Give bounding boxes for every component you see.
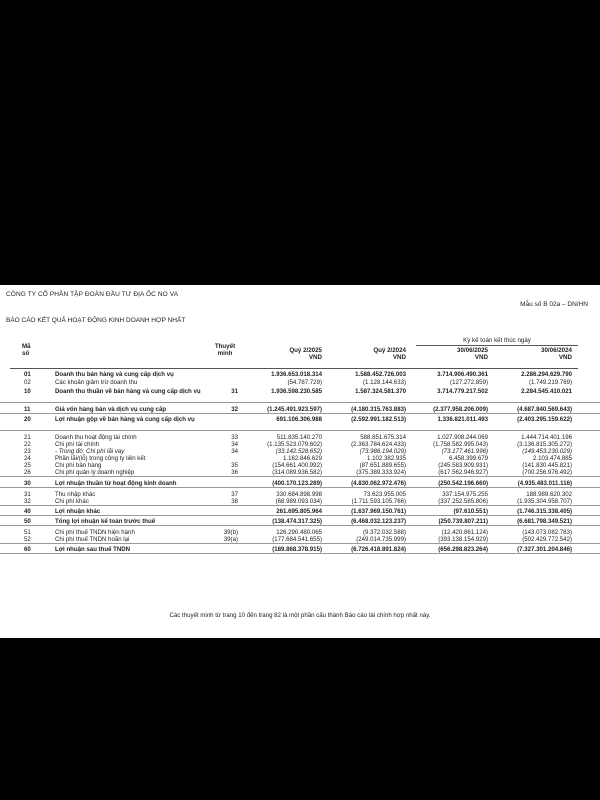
- table-row: [0, 371, 600, 378]
- value-q2-2025: (189.868.378.915): [272, 546, 322, 553]
- value-q2-2024: (1.128.144.633): [362, 379, 406, 386]
- row-code: 52: [24, 536, 31, 543]
- value-q2-2025: (1.245.491.923.597): [267, 406, 322, 413]
- value-q2-2024: (73.986.194.029): [359, 448, 406, 455]
- value-q2-2025: (314.089.936.582): [272, 469, 322, 476]
- table-row: [0, 462, 600, 469]
- value-q2-2025: (1.135.523.079.602): [267, 441, 322, 448]
- value-q2-2024: (87.651.889.655): [359, 462, 406, 469]
- value-30-06-2024: (4.935.483.011.116): [517, 480, 572, 487]
- table-row: [0, 480, 600, 488]
- value-q2-2024: (2.592.991.182.513): [351, 416, 406, 423]
- row-code: 11: [24, 406, 31, 413]
- row-code: 24: [24, 455, 31, 462]
- header-divider: [10, 368, 578, 369]
- footer-note: Các thuyết minh từ trang 10 đến trang 82 là một phần cấu thành Báo cáo tài chính hợp nhất này.: [169, 612, 431, 619]
- value-30-06-2024: (149.453.230.029): [522, 448, 572, 455]
- note-header-line1: Thuyết: [214, 343, 236, 350]
- col-header-unit: VND: [392, 354, 406, 361]
- value-q2-2025: (54.787.729): [287, 379, 322, 386]
- row-code: 50: [24, 518, 31, 525]
- col-header-q2-2024: [330, 347, 406, 361]
- value-30-06-2025: 3.714.906.490.361: [437, 371, 488, 378]
- row-item-label: Chi phí thuế TNDN hiện hành: [55, 529, 135, 536]
- value-30-06-2025: (250.739.807.211): [438, 518, 488, 525]
- value-30-06-2024: (3.136.815.305.272): [517, 441, 572, 448]
- value-q2-2025: 1.936.598.230.585: [271, 388, 322, 395]
- row-note-ref: 32: [231, 406, 238, 413]
- col-header-30-06-2025: [412, 347, 488, 361]
- value-q2-2024: 73.623.955.005: [363, 491, 406, 498]
- value-30-06-2025: 6.458.399.679: [449, 455, 488, 462]
- row-item-label: Doanh thu thuần về bán hàng và cung cấp dịch vụ: [55, 388, 201, 395]
- value-q2-2024: (1.637.969.150.761): [351, 508, 406, 515]
- col-header-period: Quý 2/2024: [373, 347, 406, 354]
- value-30-06-2025: 1.027.908.244.069: [437, 434, 488, 441]
- value-30-06-2025: (97.610.551): [453, 508, 488, 515]
- value-30-06-2024: (1.935.304.958.707): [517, 498, 572, 505]
- value-q2-2024: 1.102.382.935: [367, 455, 406, 462]
- code-header-line2: số: [22, 350, 30, 357]
- value-30-06-2025: 3.714.779.217.502: [437, 388, 488, 395]
- value-30-06-2024: (6.681.798.349.521): [517, 518, 572, 525]
- value-q2-2025: 1.936.653.018.314: [271, 371, 322, 378]
- value-30-06-2024: 1.444.714.401.196: [521, 434, 572, 441]
- table-row: [0, 434, 600, 441]
- value-30-06-2024: (143.073.082.783): [522, 529, 572, 536]
- row-item-label: Chi phí quản lý doanh nghiệp: [55, 469, 135, 476]
- value-30-06-2024: 2.284.545.410.021: [521, 388, 572, 395]
- table-row: [0, 379, 600, 386]
- company-name: CÔNG TY CỔ PHẦN TẬP ĐOÀN ĐẦU TƯ ĐỊA ỐC NO VA: [6, 291, 179, 298]
- value-q2-2024: (6.726.418.891.824): [351, 546, 406, 553]
- row-item-label: Chi phí khác: [55, 498, 89, 505]
- col-header-period: Quý 2/2025: [289, 347, 322, 354]
- row-code: 25: [24, 462, 31, 469]
- table-row: [0, 416, 600, 431]
- value-q2-2025: 330.684.898.998: [276, 491, 322, 498]
- row-note-ref: 31: [231, 388, 238, 395]
- value-q2-2025: 126.290.480.065: [276, 529, 322, 536]
- row-item-label: Chi phí tài chính: [55, 441, 100, 448]
- value-30-06-2024: (502.429.772.542): [522, 536, 572, 543]
- value-30-06-2024: (2.403.295.159.622): [517, 416, 572, 423]
- value-q2-2025: (138.474.317.325): [272, 518, 322, 525]
- value-30-06-2025: (337.252.585.806): [438, 498, 488, 505]
- row-code: 40: [24, 508, 31, 515]
- row-code: 32: [24, 498, 31, 505]
- row-code: 22: [24, 441, 31, 448]
- value-q2-2025: 511.835.140.270: [276, 434, 322, 441]
- col-header-q2-2025: [250, 347, 322, 361]
- value-30-06-2025: 1.336.821.011.493: [437, 416, 488, 423]
- value-q2-2025: (400.170.123.289): [272, 480, 322, 487]
- value-q2-2024: (4.180.315.763.883): [351, 406, 406, 413]
- col-header-30-06-2024: [496, 347, 572, 361]
- col-header-unit: VND: [474, 354, 488, 361]
- value-30-06-2025: 337.154.975.255: [442, 491, 488, 498]
- code-header: [22, 343, 31, 357]
- value-30-06-2025: (245.583.909.931): [438, 462, 488, 469]
- value-30-06-2024: (4.687.840.569.643): [517, 406, 572, 413]
- value-q2-2025: 1.162.846.629: [283, 455, 322, 462]
- table-row: [0, 469, 600, 477]
- row-code: 51: [24, 529, 31, 536]
- row-item-label: Chi phí bán hàng: [55, 462, 102, 469]
- report-title: BÁO CÁO KẾT QUẢ HOẠT ĐỘNG KINH DOANH HỢP NHẤT: [6, 317, 186, 324]
- value-q2-2024: (4.830.062.972.476): [351, 480, 406, 487]
- table-row: [0, 406, 600, 414]
- value-30-06-2024: (7.327.301.204.846): [517, 546, 572, 553]
- row-item-label: Tổng lợi nhuận kế toán trước thuế: [55, 518, 156, 525]
- table-row: [0, 388, 600, 403]
- row-item-label: Doanh thu hoạt động tài chính: [55, 434, 137, 441]
- row-note-ref: 37: [231, 491, 238, 498]
- row-item-label: Phần lãi/(lỗ) trong công ty liên kết: [55, 455, 146, 462]
- value-30-06-2025: (393.138.154.929): [438, 536, 488, 543]
- value-q2-2024: (249.014.735.999): [356, 536, 406, 543]
- value-q2-2024: (9.372.032.588): [362, 529, 406, 536]
- value-30-06-2025: (73.177.461.996): [441, 448, 488, 455]
- value-q2-2025: (68.989.093.034): [275, 498, 322, 505]
- row-note-ref: 38: [231, 498, 238, 505]
- table-row: [0, 441, 600, 448]
- value-q2-2024: (2.363.784.624.433): [351, 441, 406, 448]
- value-30-06-2024: (1.746.315.338.405): [517, 508, 572, 515]
- form-code: Mẫu số B 02a – DN/HN: [520, 301, 588, 308]
- col-header-unit: VND: [308, 354, 322, 361]
- row-note-ref: 39(a): [223, 536, 238, 543]
- value-30-06-2024: 2.103.474.885: [533, 455, 572, 462]
- note-header-line2: minh: [217, 350, 233, 357]
- table-row: [0, 498, 600, 506]
- row-note-ref: 34: [231, 441, 238, 448]
- value-q2-2025: 691.106.306.988: [276, 416, 322, 423]
- row-item-label: Giá vốn hàng bán và dịch vụ cung cấp: [55, 406, 167, 413]
- row-item-label: Lợi nhuận sau thuế TNDN: [55, 546, 131, 553]
- value-30-06-2025: (656.298.823.264): [438, 546, 488, 553]
- value-30-06-2024: (1.749.219.769): [528, 379, 572, 386]
- row-code: 23: [24, 448, 31, 455]
- value-30-06-2024: (700.256.976.492): [522, 469, 572, 476]
- table-row: [0, 508, 600, 516]
- col-header-unit: VND: [558, 354, 572, 361]
- row-code: 30: [24, 480, 31, 487]
- table-row: [0, 491, 600, 498]
- row-code: 26: [24, 469, 31, 476]
- value-q2-2024: 588.851.675.314: [360, 434, 406, 441]
- value-30-06-2025: (1.758.582.995.043): [433, 441, 488, 448]
- value-q2-2025: (154.661.400.992): [272, 462, 322, 469]
- col-header-period: 30/06/2024: [541, 347, 572, 354]
- report-sheet: [0, 285, 600, 638]
- row-note-ref: 35: [231, 462, 238, 469]
- value-30-06-2024: 2.286.294.629.790: [521, 371, 572, 378]
- value-30-06-2025: (250.542.196.660): [438, 480, 488, 487]
- value-q2-2024: 1.587.324.581.370: [355, 388, 406, 395]
- table-row: [0, 518, 600, 526]
- value-q2-2024: (1.711.593.105.766): [351, 498, 406, 505]
- row-code: 20: [24, 416, 31, 423]
- col-header-period: 30/06/2025: [457, 347, 488, 354]
- value-30-06-2025: (617.562.946.927): [438, 469, 488, 476]
- row-code: 60: [24, 546, 31, 553]
- note-header: [205, 343, 245, 357]
- row-item-label: Các khoản giảm trừ doanh thu: [55, 379, 138, 386]
- table-row: [0, 448, 600, 455]
- row-code: 01: [24, 371, 31, 378]
- table-row: [0, 455, 600, 462]
- row-item-label: Lợi nhuận khác: [55, 508, 101, 515]
- row-item-label: Thu nhập khác: [55, 491, 96, 498]
- code-header-line1: Mã: [22, 343, 31, 350]
- value-q2-2025: (33.142.528.652): [275, 448, 322, 455]
- row-note-ref: 36: [231, 469, 238, 476]
- row-item-label: Chi phí thuế TNDN hoãn lại: [55, 536, 130, 543]
- value-q2-2025: (177.684.541.655): [272, 536, 322, 543]
- row-note-ref: 34: [231, 448, 238, 455]
- table-row: [0, 536, 600, 544]
- row-code: 02: [24, 379, 31, 386]
- row-item-label: Lợi nhuận gộp về bán hàng và cung cấp dịch vụ: [55, 416, 195, 423]
- row-note-ref: 33: [231, 434, 238, 441]
- income-statement-table: [0, 371, 600, 554]
- period-group-divider: [416, 345, 578, 346]
- value-q2-2025: 261.695.805.964: [276, 508, 322, 515]
- value-30-06-2024: (141.830.445.821): [522, 462, 572, 469]
- row-item-label: Doanh thu bán hàng và cung cấp dịch vụ: [55, 371, 174, 378]
- value-q2-2024: 1.588.452.726.003: [355, 371, 406, 378]
- row-code: 10: [24, 388, 31, 395]
- value-30-06-2024: 188.989.620.302: [526, 491, 572, 498]
- value-30-06-2025: (127.272.859): [450, 379, 488, 386]
- row-item-label: Lợi nhuận thuần từ hoạt động kinh doanh: [55, 480, 177, 487]
- table-row: [0, 546, 600, 554]
- row-code: 31: [24, 491, 31, 498]
- row-note-ref: 39(b): [223, 529, 238, 536]
- row-item-label: - Trong đó: Chi phí lãi vay: [55, 448, 125, 455]
- value-30-06-2025: (2.377.958.206.009): [433, 406, 488, 413]
- table-row: [0, 529, 600, 536]
- period-group-header: Kỳ kế toán kết thúc ngày: [463, 337, 531, 344]
- value-q2-2024: (375.389.333.924): [356, 469, 406, 476]
- row-code: 21: [24, 434, 31, 441]
- value-30-06-2025: (12.420.861.124): [441, 529, 488, 536]
- value-q2-2024: (6.468.032.123.237): [351, 518, 406, 525]
